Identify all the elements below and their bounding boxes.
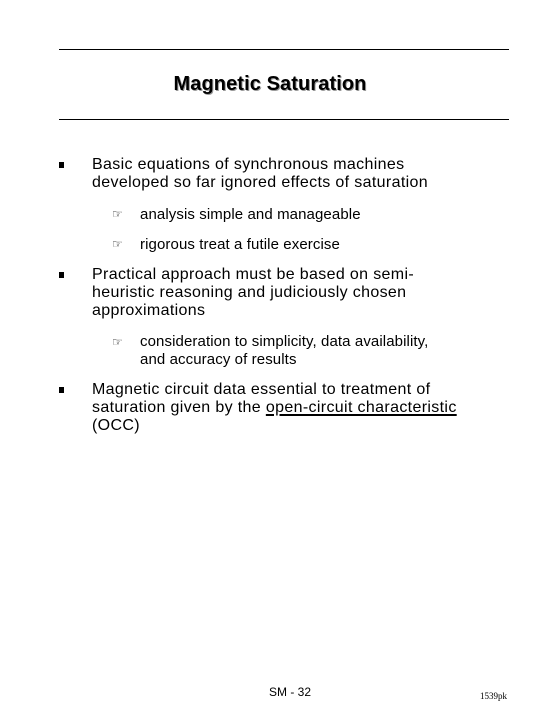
pointing-hand-icon: ☞	[112, 335, 123, 349]
bottom-rule	[59, 119, 509, 120]
bullet-2-line-3: approximations	[92, 302, 206, 319]
bullet-1-sub-1: analysis simple and manageable	[140, 206, 361, 223]
bullet-3	[92, 381, 457, 435]
bullet-1-line-2: developed so far ignored effects of saturation	[92, 174, 429, 191]
bullet-2-sub-1-line-1: consideration to simplicity, data availability,	[140, 333, 429, 350]
top-rule	[59, 49, 509, 50]
bullet-3-line-1: Magnetic circuit data essential to treatment of	[92, 381, 431, 398]
bullet-2-line-2: heuristic reasoning and judiciously chosen	[92, 284, 407, 301]
pointing-hand-icon: ☞	[112, 237, 123, 251]
bullet-3-line-2	[92, 399, 457, 417]
page-title: Magnetic Saturation	[173, 73, 367, 95]
bullet-3-line-2-text: saturation given by the	[92, 399, 266, 416]
occ-term-link: open-circuit characteristic	[265, 399, 457, 416]
square-bullet-icon	[59, 162, 64, 168]
page-number: SM - 32	[268, 685, 311, 699]
square-bullet-icon	[59, 272, 64, 278]
bullet-2-line-1: Practical approach must be based on semi-	[92, 266, 415, 283]
pointing-hand-icon: ☞	[112, 207, 123, 221]
slide-code: 1539pk	[480, 691, 507, 701]
bullet-1	[92, 156, 428, 192]
bullet-3-line-3: (OCC)	[92, 417, 140, 434]
bullet-2-sub-1-line-2: and accuracy of results	[140, 351, 297, 368]
bullet-1-line-1: Basic equations of synchronous machines	[92, 156, 405, 173]
bullet-2-sub-1	[140, 333, 428, 369]
square-bullet-icon	[59, 387, 64, 393]
bullet-1-sub-2: rigorous treat a futile exercise	[140, 236, 340, 253]
bullet-2	[92, 266, 414, 320]
